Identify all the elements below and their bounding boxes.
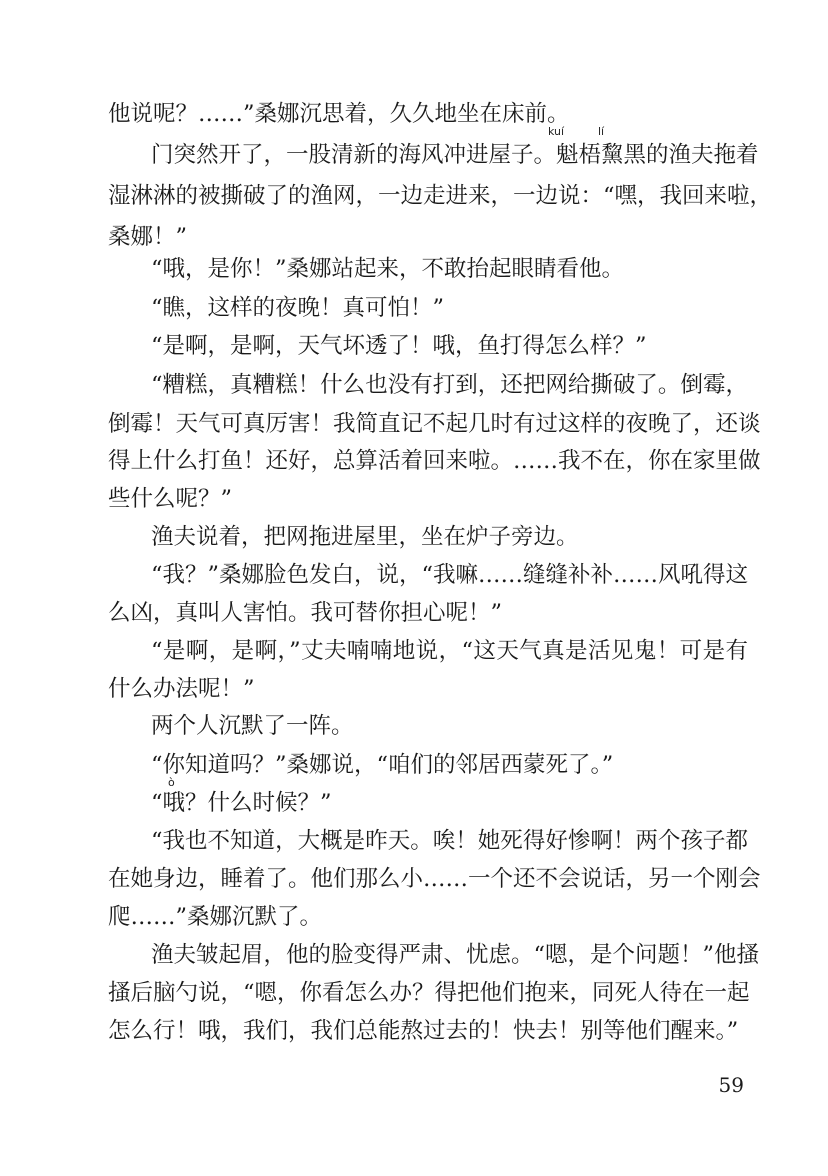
text-line: 在她身边，睡着了。他们那么小……一个还不会说话，另一个刚会 <box>108 866 761 892</box>
text-line: 门突然开了，一股清新的海风冲进屋子。魁梧黧黑的渔夫拖着 <box>151 142 759 168</box>
text-line: 渔夫皱起眉，他的脸变得严肃、忧虑。“嗯，是个问题！”他搔 <box>151 942 760 968</box>
text-line: “哦？什么时候？” <box>151 790 332 816</box>
text-line: 么凶，真叫人害怕。我可替你担心呢！” <box>108 600 503 626</box>
text-line: “是啊，是啊，”丈夫喃喃地说，“这天气真是活见鬼！可是有 <box>151 638 748 664</box>
text-line: “糟糕，真糟糕！什么也没有打到，还把网给撕破了。倒霉， <box>151 372 748 398</box>
page-number: 59 <box>718 1073 744 1097</box>
text-line: 得上什么打鱼！还好，总算活着回来啦。……我不在，你在家里做 <box>108 448 761 474</box>
text-line: 湿淋淋的被撕破了的渔网，一边走进来，一边说：“嘿，我回来啦， <box>108 183 773 209</box>
text-line: 搔后脑勺说，“嗯，你看怎么办？得把他们抱来，同死人待在一起 <box>108 980 750 1006</box>
text-line: “我也不知道，大概是昨天。唉！她死得好惨啊！两个孩子都 <box>151 828 748 854</box>
text-line: 他说呢？……”桑娜沉思着，久久地坐在床前。 <box>108 101 570 127</box>
text-line: 桑娜！” <box>108 224 188 250</box>
pinyin-annotation: kuí <box>548 125 565 138</box>
text-line: 爬……”桑娜沉默了。 <box>108 904 323 930</box>
pinyin-annotation: lí <box>598 125 605 138</box>
text-line: 渔夫说着，把网拖进屋里，坐在炉子旁边。 <box>151 524 579 550</box>
text-line: 怎么行！哦，我们，我们总能熬过去的！快去！别等他们醒来。” <box>108 1018 739 1044</box>
text-line: “瞧，这样的夜晚！真可怕！” <box>151 295 445 321</box>
text-line: 两个人沉默了一阵。 <box>151 713 354 739</box>
text-line: 什么办法呢！” <box>108 676 255 702</box>
text-line: 倒霉！天气可真厉害！我简直记不起几时有过这样的夜晚了，还谈 <box>108 411 761 437</box>
text-line: “是啊，是啊，天气坏透了！哦，鱼打得怎么样？” <box>151 333 647 359</box>
text-line: “我？”桑娜脸色发白，说，“我嘛……缝缝补补……风吼得这 <box>151 562 749 588</box>
pinyin-annotation: ò <box>168 776 175 789</box>
text-line: 些什么呢？” <box>108 486 233 512</box>
text-line: “你知道吗？”桑娜说，“咱们的邻居西蒙死了。” <box>151 752 614 778</box>
text-line: “哦，是你！”桑娜站起来，不敢抬起眼睛看他。 <box>151 256 625 282</box>
